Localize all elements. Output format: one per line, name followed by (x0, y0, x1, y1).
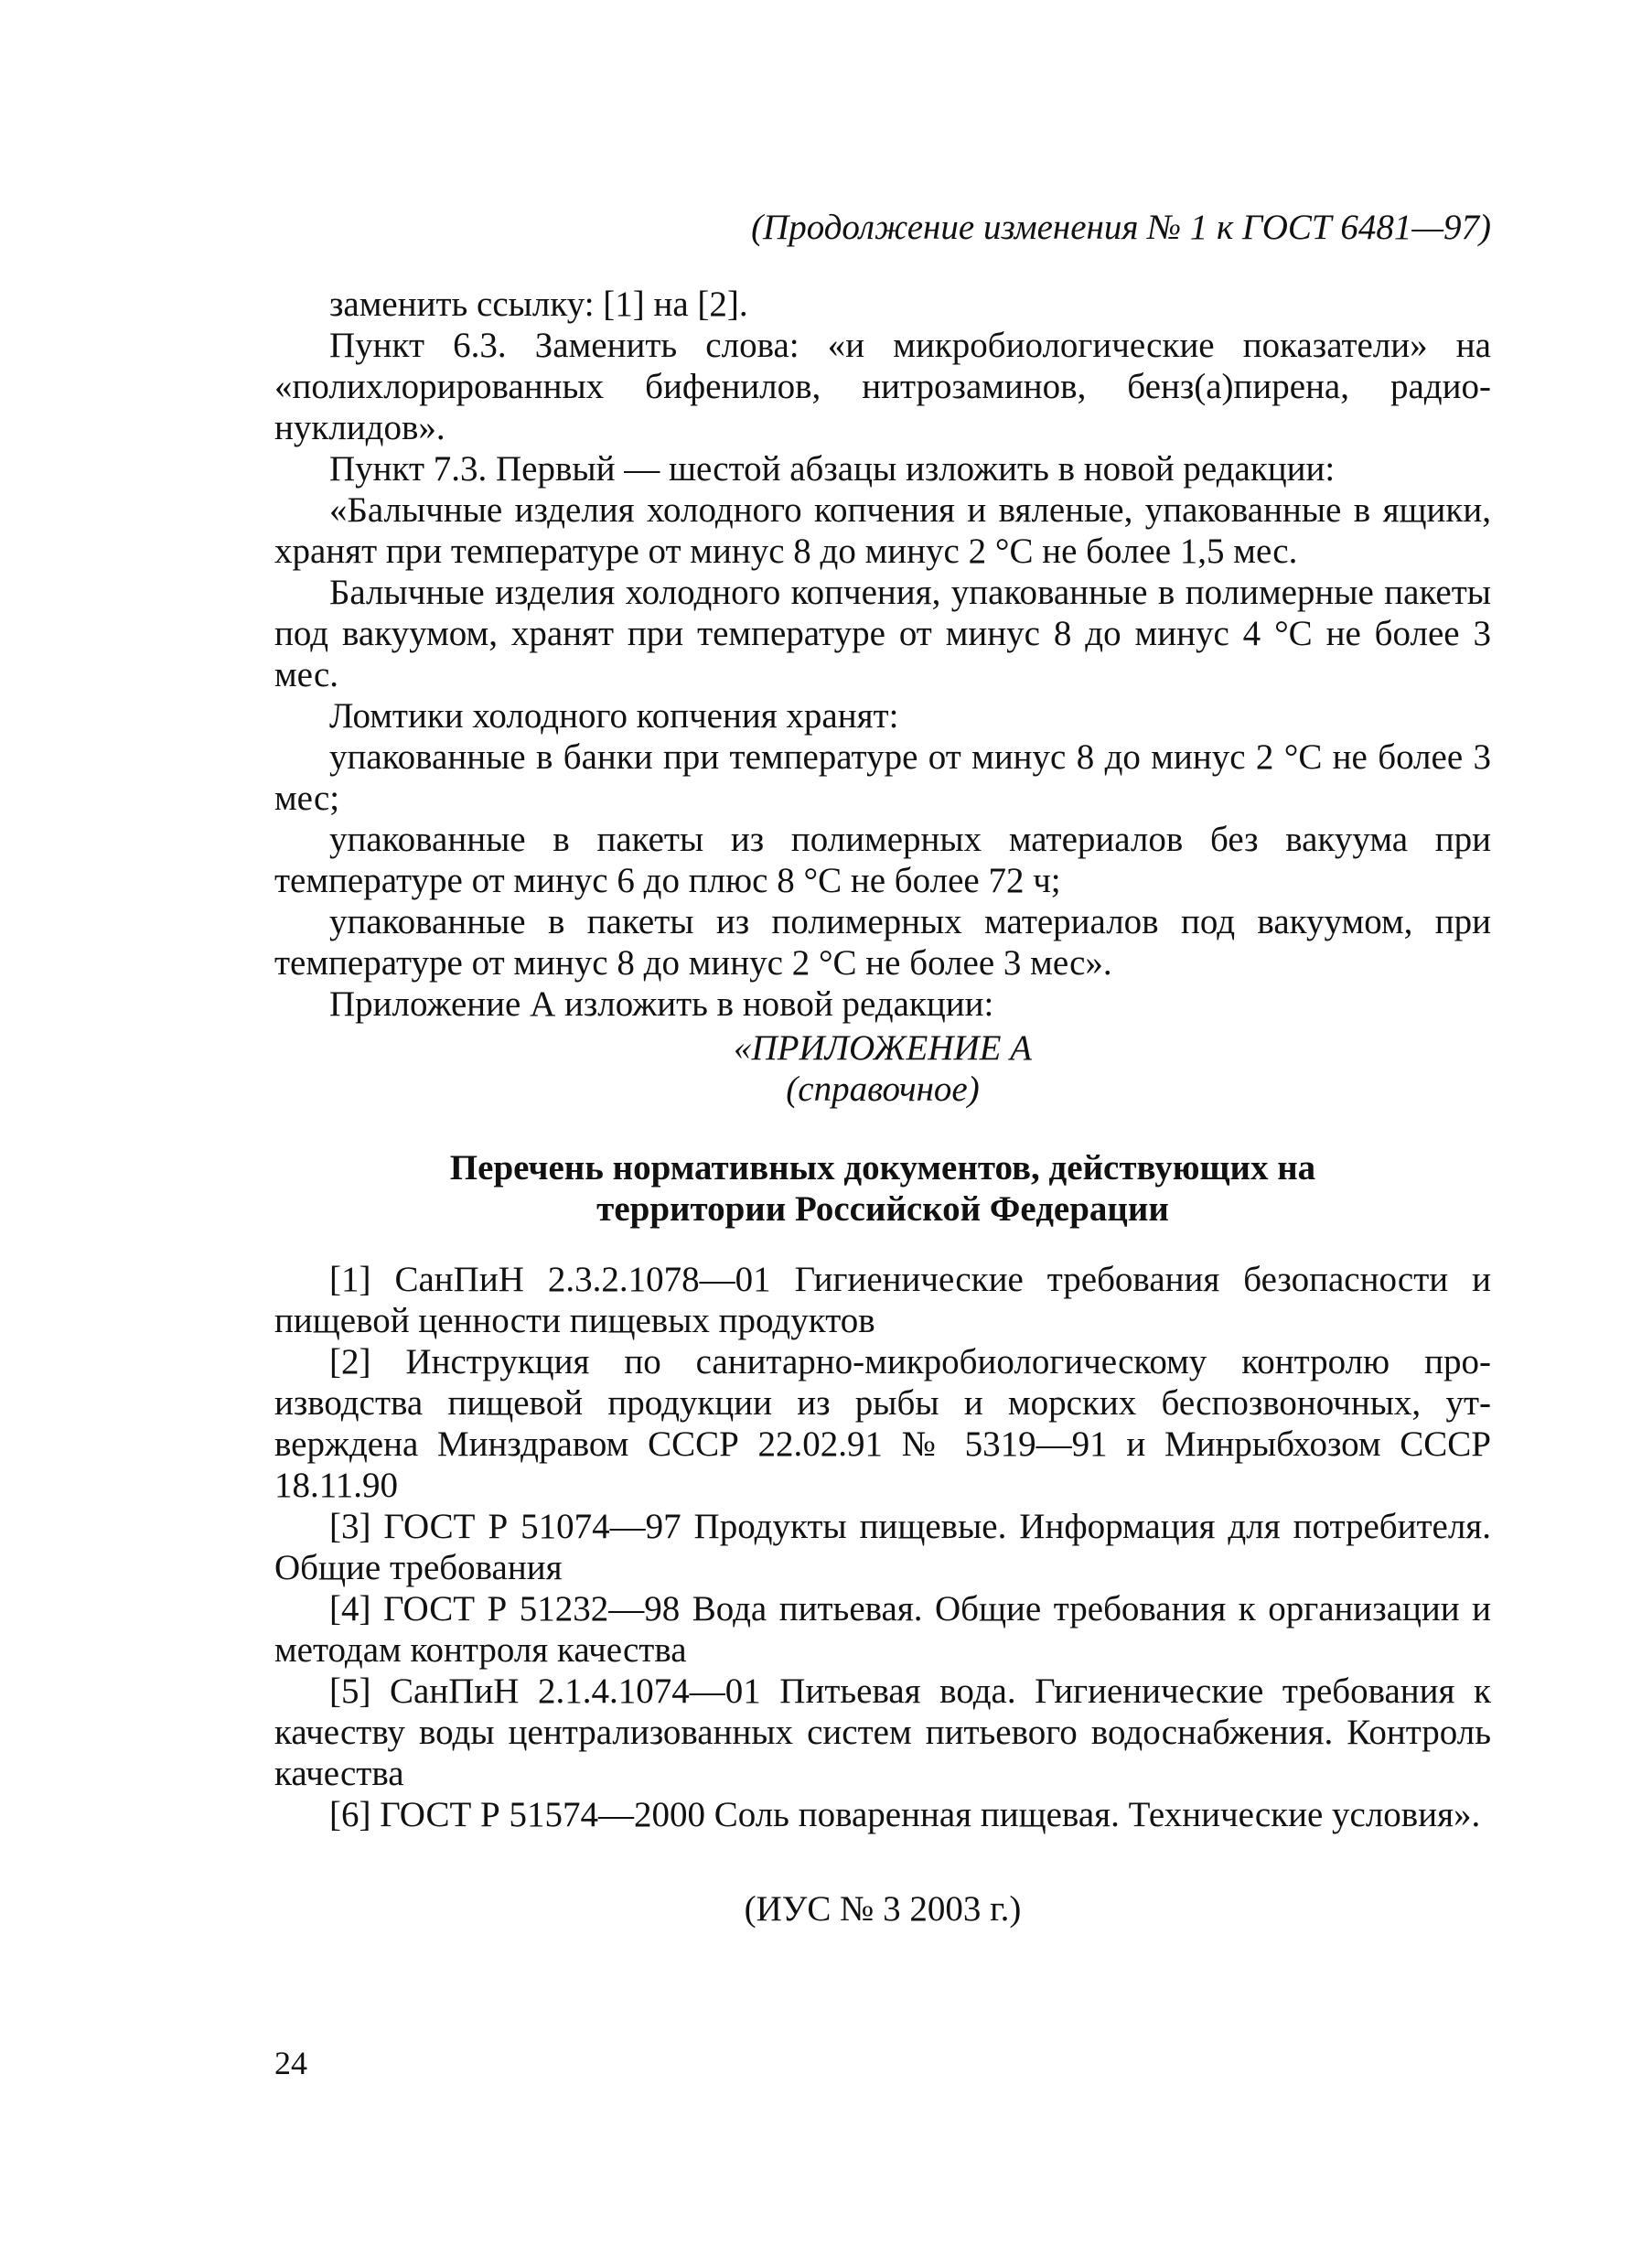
reference-item: [6] ГОСТ Р 51574—2000 Соль поваренная пищевая. Технические условия». (329, 1795, 1481, 1834)
appendix-title: «ПРИЛОЖЕНИЕ А (733, 1028, 1032, 1068)
paragraph-storage-vacuum: Балычные изделия холодного копчения, упакованные в полимерные пакеты под вакуумом, хранят при температуре от минус 8 до минус 4 °С не более 3 мес. (274, 573, 1491, 694)
paragraph-replace-reference: заменить ссылку: [1] на [2]. (329, 285, 748, 324)
document-body (274, 284, 1491, 1929)
paragraph-clause-7-3: Пункт 7.3. Первый — шестой абзацы изложить в новой редакции: (329, 449, 1336, 489)
page-header: (Продолжение изменения № 1 к ГОСТ 6481—97) (751, 208, 1491, 247)
paragraph-clause-6-3: Пункт 6.3. Заменить слова: «и микробиологические показатели» на «полихлорированных бифенилов, нитрозаминов, бенз(а)пирена, радионуклидов». (274, 326, 1491, 447)
reference-item: [4] ГОСТ Р 51232—98 Вода питьевая. Общие требования к организации и методам контроля качества (274, 1589, 1491, 1670)
appendix-heading: Перечень нормативных документов, действующих на территории Российской Федерации (449, 1148, 1316, 1229)
paragraph-storage-boxes: «Балычные изделия холодного копчения и вяленые, упакованные в ящики, хранят при температуре от минус 8 до минус 2 °С не более 1,5 мес. (274, 490, 1491, 571)
paragraph-appendix-intro: Приложение А изложить в новой редакции: (329, 984, 994, 1024)
ius-reference: (ИУС № 3 2003 г.) (744, 1889, 1022, 1929)
page-number: 24 (274, 2045, 307, 2081)
reference-item: [1] СанПиН 2.3.2.1078—01 Гигиенические требования безопасности и пищевой ценности пищевых продуктов (274, 1260, 1491, 1340)
paragraph-slices: Ломтики холодного копчения хранят: (329, 696, 899, 736)
paragraph-slices-no-vacuum: упакованные в пакеты из полимерных материалов без вакуума при температуре от минус 6 до плюс 8 °С не более 72 ч; (274, 820, 1491, 900)
reference-item: [5] СанПиН 2.1.4.1074—01 Питьевая вода. Гигиенические требования к качеству воды централизованных систем питьевого водоснабжения. Контроль качества (274, 1671, 1491, 1793)
paragraph-slices-cans: упакованные в банки при температуре от минус 8 до минус 2 °С не более 3 мес; (274, 737, 1491, 818)
appendix-subtitle: (справочное) (786, 1070, 980, 1109)
reference-item: [3] ГОСТ Р 51074—97 Продукты пищевые. Информация для потребителя. Общие требования (274, 1507, 1491, 1587)
paragraph-slices-vacuum: упакованные в пакеты из полимерных материалов под вакуумом, при температуре от минус 8 до минус 2 °С не более 3 мес». (274, 902, 1491, 983)
reference-item: [2] Инструкция по санитарно-микробиологическому контролю производства пищевой продукции из рыбы и морских беспозвоночных, утверждена Минздравом СССР 22.02.91 № 5319—91 и Минрыбхозом СССР 18.11.90 (274, 1342, 1491, 1505)
